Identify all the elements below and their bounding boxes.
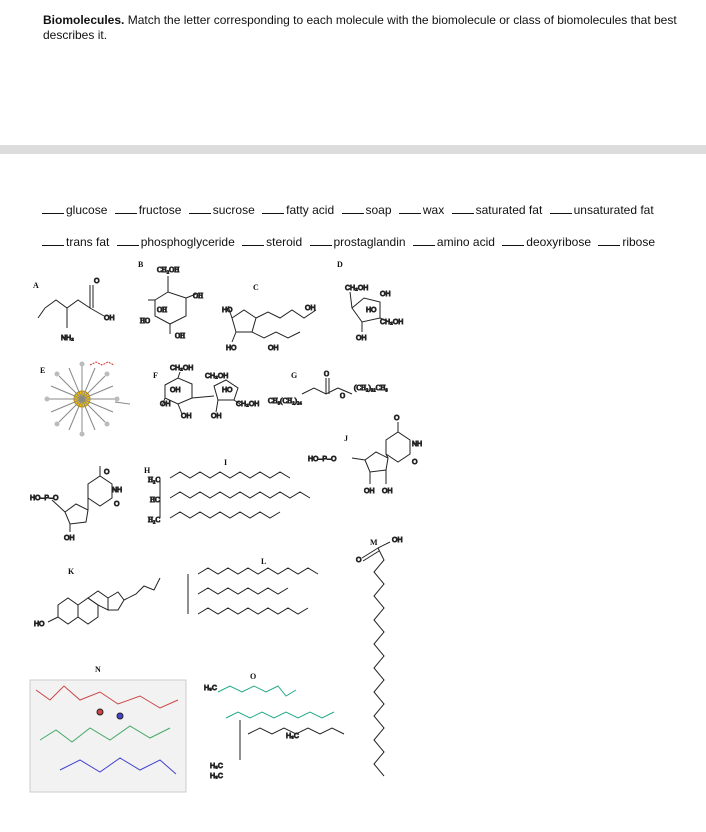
molecule-label-n: N: [95, 665, 101, 674]
molecule-g: [268, 370, 388, 405]
chem-h3c: H₃C: [210, 773, 223, 780]
chem-ch2oh: CH₂OH: [157, 266, 180, 274]
molecule-l: [188, 568, 318, 614]
molecule-label-m: M: [370, 538, 378, 547]
chem-wax-chain-right: (CH₂)₃₂CH₃: [354, 384, 388, 392]
chem-ch2oh: CH₂OH: [380, 319, 404, 326]
chem-oh: OH: [193, 292, 204, 300]
choice-label: sucrose: [212, 203, 255, 217]
molecule-e: [45, 362, 131, 437]
molecule-label-e: E: [40, 366, 46, 375]
molecule-d: [345, 285, 403, 342]
chem-h2c: H₂C: [148, 476, 161, 484]
molecule-label-h: H: [144, 466, 151, 475]
molecule-k: [34, 578, 160, 628]
chem-nh2: NH₂: [61, 335, 74, 342]
choice-label: saturated fat: [475, 203, 543, 217]
chem-oh: OH: [268, 345, 279, 352]
molecule-label-d: D: [337, 260, 343, 269]
chem-h3c: H₃C: [210, 763, 223, 770]
chem-oh: OH: [380, 291, 391, 298]
chem-o: O: [324, 370, 330, 378]
chem-h3c: H₃C: [204, 685, 217, 692]
molecule-label-c: C: [253, 283, 259, 292]
molecule-c: [222, 305, 316, 352]
chem-ho: HO: [140, 317, 151, 325]
chem-oh: OH: [64, 535, 75, 542]
molecule-h: [148, 472, 310, 524]
choice-label: prostaglandin: [333, 235, 406, 249]
molecule-label-j: J: [344, 434, 348, 443]
choice-label: phosphoglyceride: [140, 235, 235, 249]
prompt-title: Biomolecules.: [43, 13, 125, 27]
chem-phosphate: HO–P–O: [30, 495, 59, 502]
chem-hc: HC: [150, 496, 160, 504]
chem-ho: HO: [222, 387, 233, 394]
molecule-label-f: F: [153, 371, 158, 380]
molecule-a: [38, 278, 115, 342]
molecule-label-o: O: [250, 672, 257, 681]
chem-oh: OH: [160, 401, 171, 408]
chem-ch2oh: CH₂OH: [345, 285, 369, 292]
chem-o: O: [394, 415, 400, 422]
molecule-label-l: L: [261, 557, 267, 566]
molecule-label-b: B: [138, 260, 144, 269]
chem-oh: OH: [170, 387, 181, 394]
prompt-text: Match the letter corresponding to each molecule with the biomolecule or class of biomolecules that best describes it.: [43, 13, 677, 42]
chem-nh: NH: [412, 441, 423, 448]
choice-label: amino acid: [436, 235, 495, 249]
chem-oh: OH: [211, 413, 222, 420]
molecule-j: [308, 415, 422, 495]
chem-o: O: [412, 459, 418, 466]
molecule-o: [204, 685, 344, 780]
molecule-b: [140, 266, 203, 340]
chem-o: O: [356, 557, 362, 564]
chem-o: O: [340, 392, 346, 400]
chem-oh: OH: [392, 537, 403, 544]
chem-phosphate: HO–P–O: [308, 456, 337, 463]
chem-oh: OH: [181, 413, 192, 420]
molecule-f: [160, 365, 259, 420]
choice-label: steroid: [266, 235, 303, 249]
chem-ho: HO: [34, 621, 45, 628]
choice-label: fatty acid: [286, 203, 335, 217]
chem-ch2oh: CH₂OH: [205, 373, 229, 380]
chem-h2c: H₂C: [148, 516, 161, 524]
molecule-n: [30, 680, 186, 792]
choice-label: unsaturated fat: [573, 203, 654, 217]
molecule-label-k: K: [68, 567, 75, 576]
chem-ho: HO: [226, 345, 237, 352]
choice-label: wax: [422, 203, 445, 217]
chem-ho: HO: [366, 307, 377, 314]
chem-o: O: [104, 469, 110, 476]
choice-label: glucose: [66, 203, 108, 217]
chem-wax-chain-left: CH₃(CH₂)₂₄: [268, 397, 302, 405]
choice-label: soap: [365, 203, 392, 217]
chem-oh: OH: [382, 488, 393, 495]
chem-oh: OH: [175, 332, 186, 340]
chem-oh: OH: [364, 488, 375, 495]
choice-label: ribose: [622, 235, 656, 249]
molecule-label-g: G: [291, 371, 298, 380]
chem-ch2oh: CH₂OH: [170, 365, 194, 372]
chem-oh: OH: [356, 335, 367, 342]
chem-ho: HO: [222, 307, 233, 314]
chem-ch2oh: CH₂OH: [236, 401, 260, 408]
chem-oh: OH: [157, 306, 168, 314]
choice-label: trans fat: [66, 235, 110, 249]
choice-label: deoxyribose: [526, 235, 591, 249]
chem-o: O: [114, 501, 120, 508]
molecule-m: [356, 537, 403, 776]
molecule-label-a: A: [33, 281, 39, 290]
molecule-label-i: I: [224, 458, 228, 467]
chem-oh: OH: [305, 305, 316, 312]
chem-oh: OH: [104, 315, 115, 322]
choice-label: fructose: [138, 203, 182, 217]
chem-nh: NH: [112, 487, 123, 494]
chem-h3c: H₃C: [286, 733, 299, 740]
chem-o: O: [94, 278, 100, 285]
molecule-nucleotide: [30, 466, 122, 542]
